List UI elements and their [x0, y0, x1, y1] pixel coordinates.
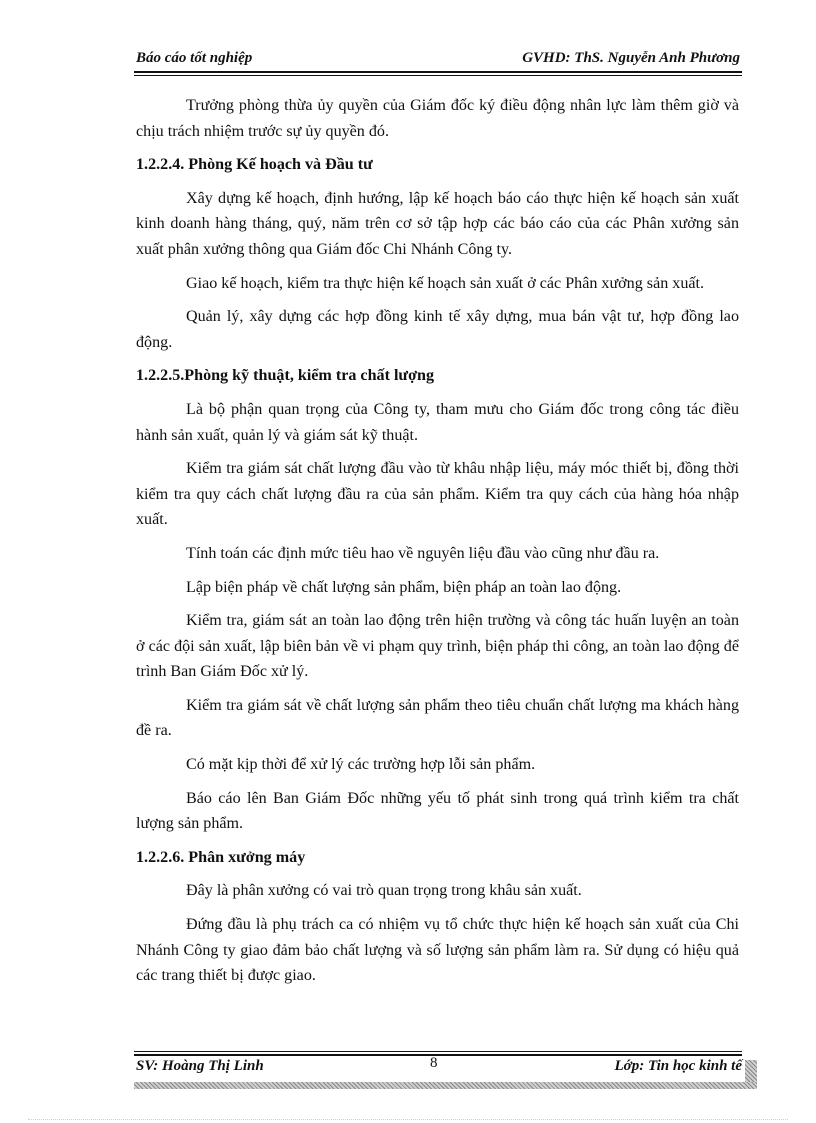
paragraph: Xây dựng kế hoạch, định hướng, lập kế hoạch báo cáo thực hiện kế hoạch sản xuất kinh doanh hàng tháng, quý, năm trên cơ sở tập hợp các báo cáo của các Phân xưởng sản xuất phân xưởng thông qua Giám đốc Chi Nhánh Công ty.: [136, 189, 739, 258]
paragraph: Đây là phân xưởng có vai trò quan trọng trong khâu sản xuất.: [186, 882, 582, 900]
page-footer: [134, 1055, 742, 1079]
header-supervisor: GVHD: ThS. Nguyễn Anh Phương: [522, 50, 740, 66]
paragraph: Đứng đầu là phụ trách ca có nhiệm vụ tổ chức thực hiện kế hoạch sản xuất của Chi Nhánh Công ty giao đảm bảo chất lượng và số lượng sản phẩm làm ra. Sử dụng có hiệu quả các trang thiết bị được giao.: [136, 916, 739, 985]
header-rule-thin: [134, 75, 742, 76]
page-number: 8: [430, 1055, 438, 1071]
section-heading-1-2-2-6: 1.2.2.6. Phân xưởng máy: [136, 848, 306, 866]
paragraph: Lập biện pháp về chất lượng sản phẩm, biện pháp an toàn lao động.: [186, 578, 622, 596]
paragraph: Kiểm tra giám sát về chất lượng sản phẩm theo tiêu chuẩn chất lượng ma khách hàng đề ra.: [136, 696, 739, 740]
header-rule-thick: [134, 71, 742, 73]
page-border-shadow-right: [745, 1060, 757, 1082]
page-body: [136, 93, 739, 997]
paragraph: Kiểm tra, giám sát an toàn lao động trên hiện trường và công tác huấn luyện an toàn ở các đội sản xuất, lập biên bản về vi phạm quy trình, biện pháp thi công, an toàn lao động để trình Ban Giám Đốc xử lý.: [136, 612, 739, 681]
section-heading-1-2-2-5: 1.2.2.5.Phòng kỹ thuật, kiểm tra chất lượng: [136, 367, 434, 385]
page-header: [134, 48, 742, 72]
footer-class-name: Lớp: Tin học kinh tế: [614, 1058, 742, 1074]
paragraph: Có mặt kịp thời để xử lý các trường hợp lỗi sản phẩm.: [186, 756, 536, 774]
header-report-title: Báo cáo tốt nghiệp: [136, 50, 253, 66]
page-edge-line: [28, 1119, 788, 1120]
paragraph: Giao kế hoạch, kiểm tra thực hiện kế hoạch sản xuất ở các Phân xưởng sản xuất.: [186, 274, 705, 292]
paragraph: Tính toán các định mức tiêu hao về nguyên liệu đầu vào cũng như đầu ra.: [186, 544, 660, 562]
footer-rule-thin: [134, 1051, 742, 1052]
paragraph: Kiểm tra giám sát chất lượng đầu vào từ khâu nhập liệu, máy móc thiết bị, đồng thời kiểm tra quy cách chất lượng đầu ra của sản phẩm. Kiểm tra quy cách của hàng hóa nhập xuất.: [136, 460, 739, 529]
paragraph: Quản lý, xây dựng các hợp đồng kinh tế xây dựng, mua bán vật tư, hợp đồng lao động.: [136, 308, 739, 351]
page-border-shadow-bottom: [134, 1082, 757, 1089]
section-heading-1-2-2-4: 1.2.2.4. Phòng Kế hoạch và Đầu tư: [136, 156, 373, 174]
paragraph: Là bộ phận quan trọng của Công ty, tham mưu cho Giám đốc trong công tác điều hành sản xuất, quản lý và giám sát kỹ thuật.: [136, 400, 739, 444]
paragraph: Báo cáo lên Ban Giám Đốc những yếu tố phát sinh trong quá trình kiểm tra chất lượng sản phẩm.: [136, 789, 739, 833]
footer-student-name: SV: Hoàng Thị Linh: [136, 1058, 264, 1074]
paragraph: Trưởng phòng thừa ủy quyền của Giám đốc ký điều động nhân lực làm thêm giờ và chịu trách nhiệm trước sự ủy quyền đó.: [136, 97, 739, 140]
